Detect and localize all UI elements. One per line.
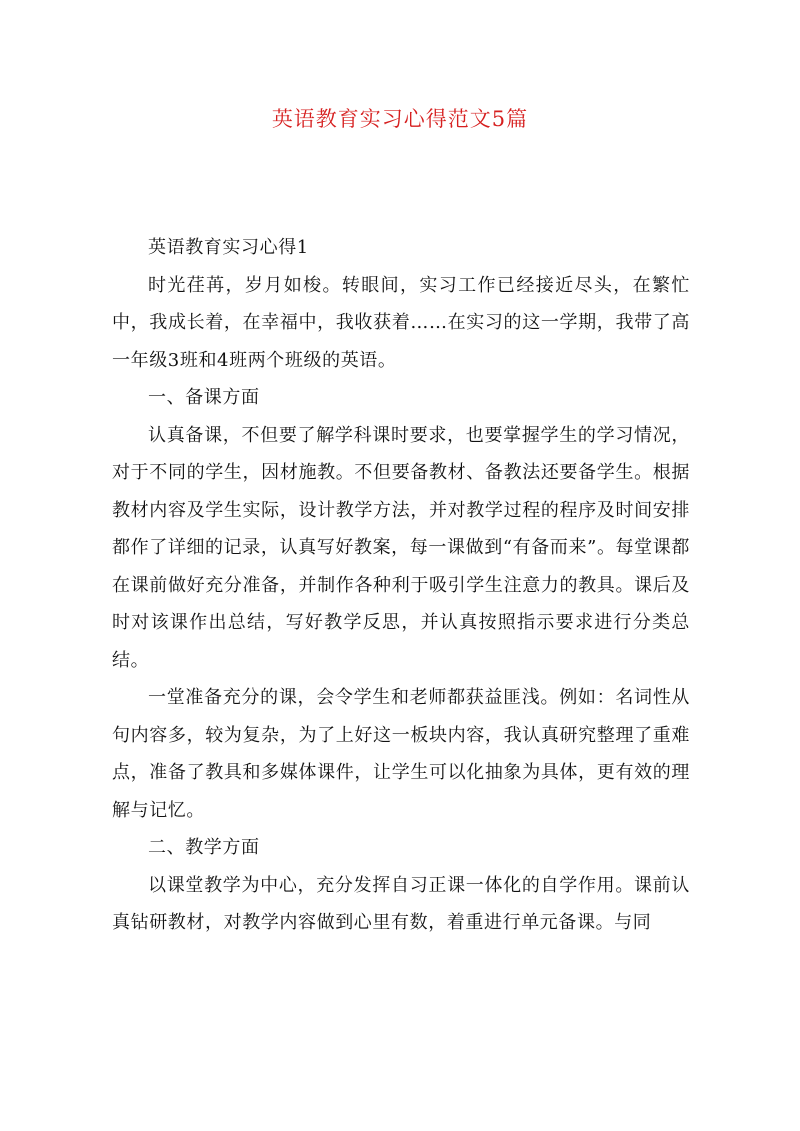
subsection-heading-teaching: 二、教学方面: [148, 837, 260, 858]
subsection-heading-lesson-prep: 一、备课方面: [148, 387, 260, 408]
body-paragraph: 认真备课，不但要了解学科课时要求，也要掌握学生的学习情况，对于不同的学生，因材施教。不但要备教材、备教法还要备学生。根据教材内容及学生实际，设计教学方法，并对教学过程的程序及时间安排都作了详细的记录，认真写好教案，每一课做到“有备而来”。每堂课都在课前做好充分准备，并制作各种利于吸引学生注意力的教具。课后及时对该课作出总结，写好教学反思，并认真按照指示要求进行分类总结。: [112, 424, 690, 671]
body-paragraph: 时光荏苒，岁月如梭。转眼间，实习工作已经接近尽头，在繁忙中，我成长着，在幸福中，我收获着……在实习的这一学期，我带了高一年级3班和4班两个班级的英语。: [112, 274, 690, 371]
body-paragraph: 一堂准备充分的课，会令学生和老师都获益匪浅。例如：名词性从句内容多，较为复杂，为了上好这一板块内容，我认真研究整理了重难点，准备了教具和多媒体课件，让学生可以化抽象为具体，更有效的理解与记忆。: [112, 687, 690, 821]
document-title: 英语教育实习心得范文5篇: [271, 107, 529, 131]
body-paragraph: 以课堂教学为中心，充分发挥自习正课一体化的自学作用。课前认真钻研教材，对教学内容做到心里有数，着重进行单元备课。与同: [112, 874, 690, 933]
section-heading-1: 英语教育实习心得1: [148, 237, 309, 258]
document-body: [112, 229, 690, 942]
